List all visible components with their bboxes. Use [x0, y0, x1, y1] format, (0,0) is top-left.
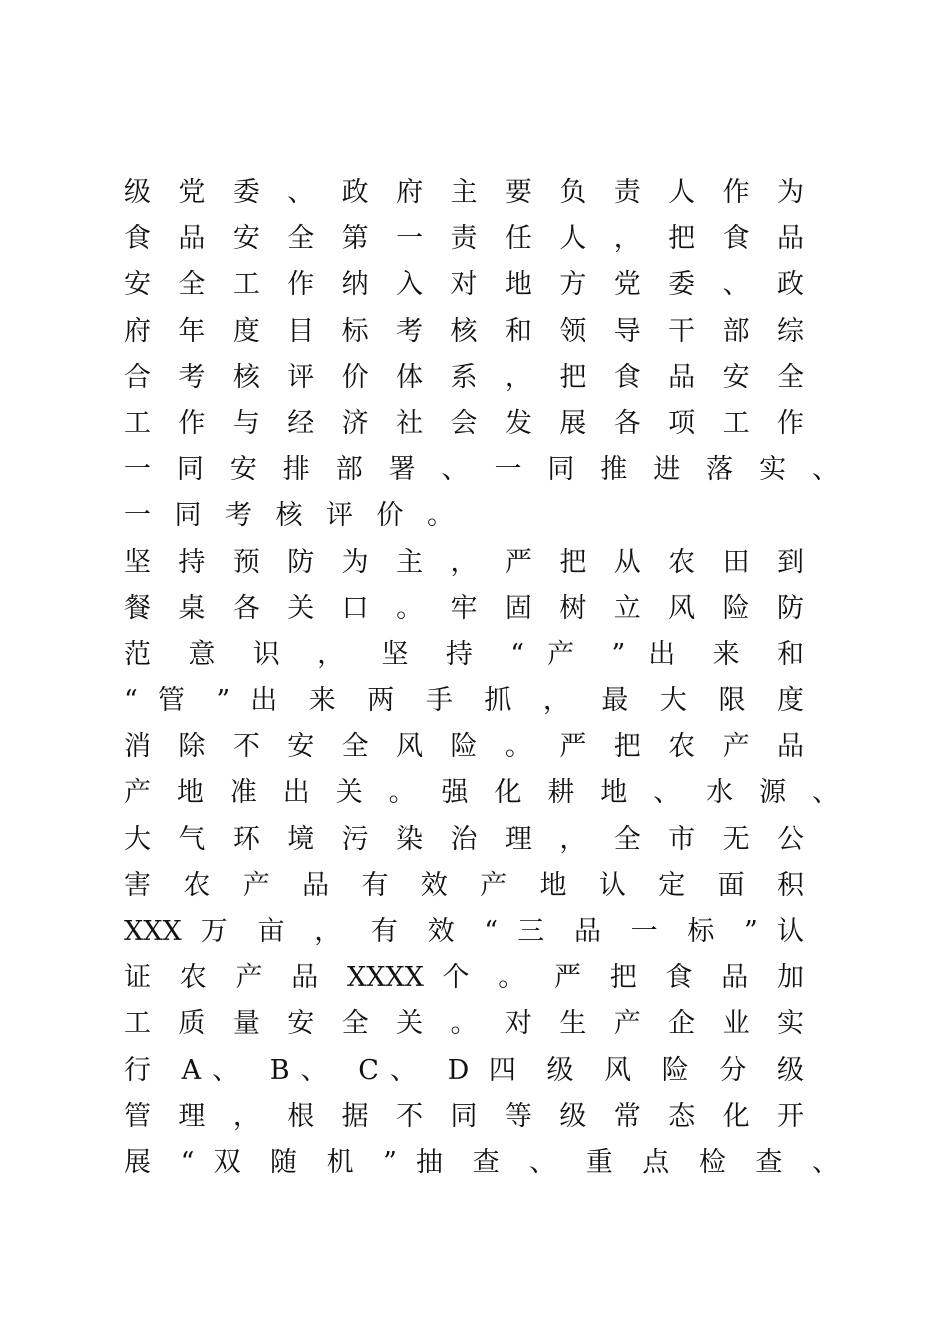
- text-line: 一 同 安 排 部 署 、 一 同 推 进 落 实 、: [124, 454, 839, 486]
- text-line: 范 意 识 ， 坚 持 “ 产 ” 出 来 和: [124, 638, 804, 670]
- body-text: [124, 170, 914, 1186]
- text-line: 餐 桌 各 关 口 。 牢 固 树 立 风 险 防: [124, 592, 804, 624]
- text-line: 展 “ 双 随 机 ” 抽 查 、 重 点 检 查 、: [124, 1146, 839, 1178]
- text-line: 食 品 安 全 第 一 责 任 人 ， 把 食 品: [124, 223, 804, 255]
- text-line: 级 党 委 、 政 府 主 要 负 责 人 作 为: [124, 177, 804, 208]
- text-line: 消 除 不 安 全 风 险 。 严 把 农 产 品: [124, 731, 804, 763]
- text-line: XXX 万 亩 ， 有 效 “ 三 品 一 标 ” 认: [124, 916, 804, 947]
- text-line: 证 农 产 品 XXXX 个 。 严 把 食 品 加: [124, 962, 804, 994]
- text-line: 工 作 与 经 济 社 会 发 展 各 项 工 作: [124, 407, 804, 439]
- text-line: 产 地 准 出 关 。 强 化 耕 地 、 水 源 、: [124, 777, 839, 809]
- text-line: 管 理 ， 根 据 不 同 等 级 常 态 化 开: [124, 1100, 804, 1132]
- text-line: 一 同 考 核 评 价 。: [124, 500, 454, 532]
- text-line: 安 全 工 作 纳 入 对 地 方 党 委 、 政: [124, 269, 804, 301]
- text-line: 府 年 度 目 标 考 核 和 领 导 干 部 综: [124, 315, 804, 347]
- text-line: 坚 持 预 防 为 主 ， 严 把 从 农 田 到: [124, 546, 804, 578]
- text-line: “ 管 ” 出 来 两 手 抓 ， 最 大 限 度: [124, 685, 804, 717]
- text-line: 行 A、 B、 C、 D 四 级 风 险 分 级: [124, 1054, 804, 1086]
- text-line: 大 气 环 境 污 染 治 理 ， 全 市 无 公: [124, 823, 804, 855]
- text-line: 工 质 量 安 全 关 。 对 生 产 企 业 实: [124, 1008, 804, 1040]
- text-line: 害 农 产 品 有 效 产 地 认 定 面 积: [124, 869, 804, 901]
- text-line: 合 考 核 评 价 体 系 ， 把 食 品 安 全: [124, 361, 804, 393]
